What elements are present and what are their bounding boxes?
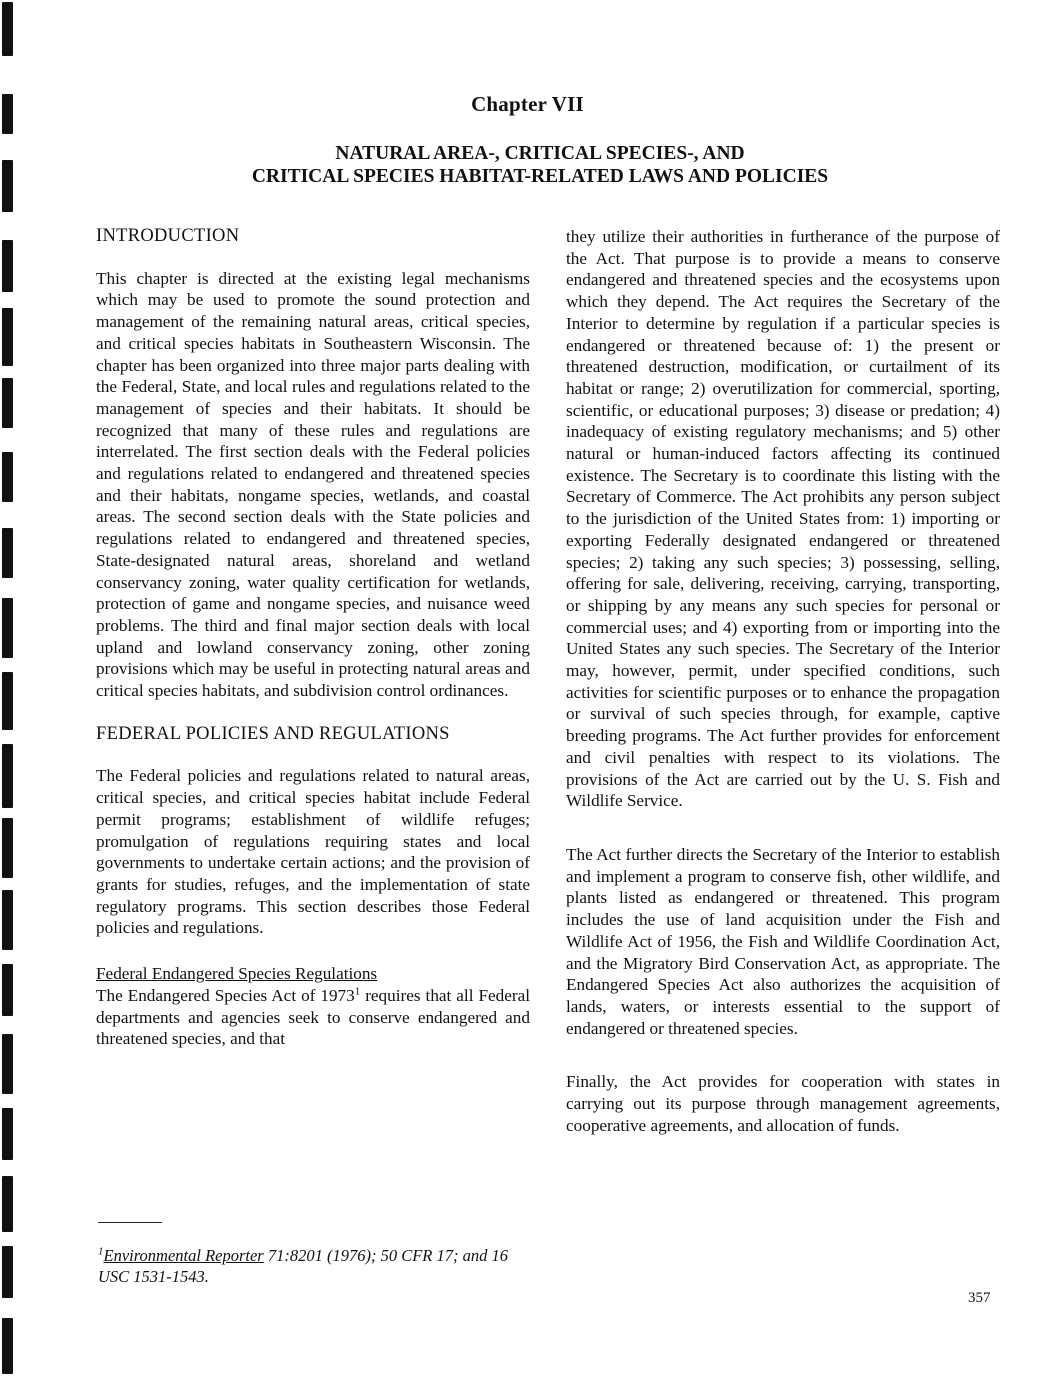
section-heading-introduction: INTRODUCTION bbox=[96, 226, 240, 246]
section-heading-federal: FEDERAL POLICIES AND REGULATIONS bbox=[96, 723, 450, 744]
footnote-reference: 1 bbox=[354, 985, 361, 998]
binding-mark bbox=[2, 890, 13, 950]
subheading-endangered-species: Federal Endangered Species Regulations bbox=[96, 964, 378, 984]
binding-mark bbox=[2, 1108, 13, 1160]
left-column bbox=[96, 226, 530, 1050]
chapter-title-line: CRITICAL SPECIES HABITAT-RELATED LAWS AND POLICIES bbox=[251, 166, 829, 187]
binding-mark bbox=[2, 2, 13, 56]
binding-mark bbox=[2, 378, 13, 428]
binding-mark bbox=[2, 160, 13, 212]
footnote-marker: 1 bbox=[98, 1245, 104, 1258]
binding-mark bbox=[2, 744, 13, 808]
chapter-title bbox=[160, 142, 920, 188]
binding-mark bbox=[2, 1176, 13, 1232]
introduction-paragraph: This chapter is directed at the existing legal mechanisms which may be used to promote the sound protection and management of the remaining natural areas, critical species, and critical species habitats in Southeastern Wisconsin. The chapter has been organized into three major parts dealing with the Federal, State, and local rules and regulations related to the management of species and their habitats. It should be recognized that many of these rules and regulations are interrelated. The first section deals with the Federal policies and regulations related to endangered and threatened species and their habitats, nongame species, wetlands, and coastal areas. The second section deals with the State policies and regulations related to endangered and threatened species, State-designated natural areas, shoreland and wetland conservancy zoning, water quality certification for wetlands, protection of game and nongame species, and nuisance weed problems. The third and final major section deals with local upland and lowland conservancy zoning, other zoning provisions which may be useful in protecting natural areas and critical species habitats, and subdivision control ordinances. bbox=[96, 268, 530, 701]
binding-mark bbox=[2, 672, 13, 730]
binding-mark bbox=[2, 964, 13, 1016]
footnote bbox=[98, 1245, 538, 1287]
binding-mark bbox=[2, 528, 13, 578]
binding-mark bbox=[2, 1318, 13, 1374]
right-paragraph-cooperation: Finally, the Act provides for cooperation with states in carrying out its purpose through management agreements, cooperative agreements, and allocation of funds. bbox=[566, 1072, 1000, 1135]
esa-text-before: The Endangered Species Act of 1973 bbox=[96, 985, 355, 1005]
footnote-divider bbox=[98, 1222, 162, 1223]
endangered-species-paragraph bbox=[96, 985, 530, 1050]
footnote-citation: 71:8201 (1976); 50 CFR 17; and 16 USC 1531-1543. bbox=[98, 1246, 508, 1286]
page-number: 357 bbox=[968, 1290, 991, 1306]
right-paragraph-conservation-program: The Act further directs the Secretary of the Interior to establish and implement a program to conserve fish, other wildlife, and plants listed as endangered or threatened. This program includes the use of land acquisition under the Fish and Wildlife Act of 1956, the Fish and Wildlife Coordination Act, and the Migratory Bird Conservation Act, as appropriate. The Endangered Species Act also authorizes the acquisition of lands, waters, or interests essential to the support of endangered or threatened species. bbox=[566, 844, 1000, 1038]
binding-mark bbox=[2, 818, 13, 878]
federal-paragraph: The Federal policies and regulations related to natural areas, critical species, and critical species habitat include Federal permit programs; establishment of wildlife refuges; promulgation of regulations requiring states and local governments to undertake certain actions; and the provision of grants for studies, refuges, and the implementation of state regulatory programs. This section describes those Federal policies and regulations. bbox=[96, 766, 530, 938]
chapter-label: Chapter VII bbox=[471, 92, 584, 116]
binding-mark bbox=[2, 452, 13, 502]
binding-mark bbox=[2, 1034, 13, 1094]
binding-mark bbox=[2, 308, 13, 366]
right-column bbox=[566, 226, 1000, 1136]
binding-mark bbox=[2, 1246, 13, 1298]
binding-mark bbox=[2, 240, 13, 292]
binding-mark bbox=[2, 598, 13, 658]
esa-text-after: requires that all Federal departments and agencies seek to conserve endangered and threatened species, and that bbox=[96, 985, 530, 1049]
right-paragraph-act-purpose: they utilize their authorities in furtherance of the purpose of the Act. That purpose is to provide a means to conserve endangered and threatened species and the ecosystems upon which they depend. The Act requires the Secretary of the Interior to determine by regulation if a particular species is endangered or threatened because of: 1) the present or threatened destruction, modification, or curtailment of its habitat or range; 2) overutilization for commercial, sporting, scientific, or educational purposes; 3) disease or predation; 4) inadequacy of existing regulatory mechanisms; and 5) other natural or human-induced factors affecting its continued existence. The Secretary is to coordinate this listing with the Secretary of Commerce. The Act prohibits any person subject to the jurisdiction of the United States from: 1) importing or exporting Federally designated endangered or threatened species; 2) taking any such species; 3) possessing, selling, offering for sale, delivering, receiving, carrying, transporting, or shipping by any means any such species for personal or commercial uses; and 4) exporting from or importing into the United States any such species. The Secretary of the Interior may, however, permit, under specified conditions, such activities for scientific purposes or to enhance the propagation or survival of such species through, for example, captive breeding programs. The Act further provides for enforcement and civil penalties with respect to its violations. The provisions of the Act are carried out by the U. S. Fish and Wildlife Service. bbox=[566, 227, 1000, 811]
chapter-title-line: NATURAL AREA-, CRITICAL SPECIES-, AND bbox=[335, 143, 745, 164]
footnote-source: Environmental Reporter bbox=[103, 1246, 264, 1265]
